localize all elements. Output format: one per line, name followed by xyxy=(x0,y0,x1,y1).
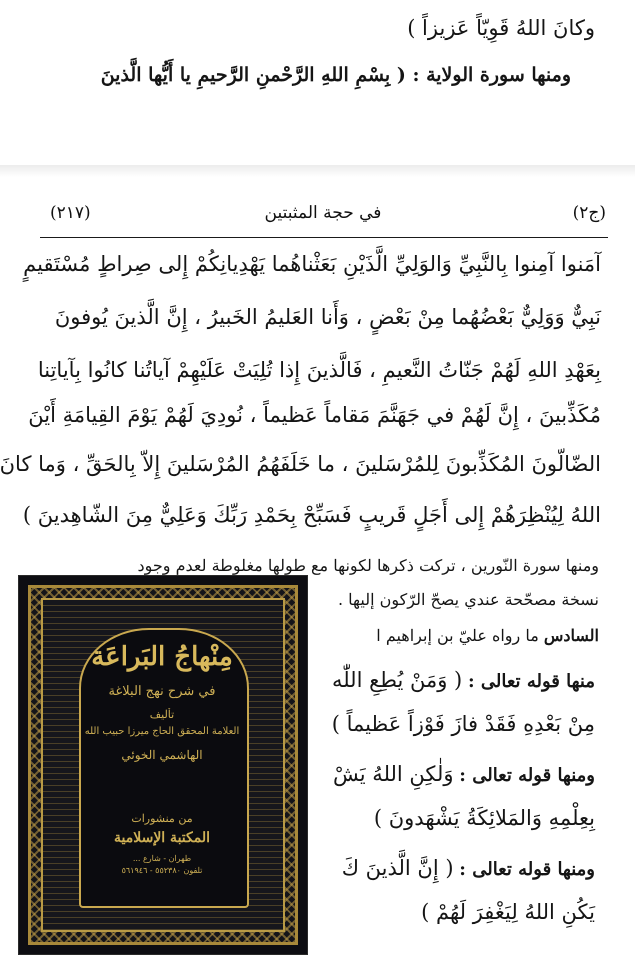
cover-publisher: المكتبة الإسلامية xyxy=(114,830,210,846)
quote-2-label: ومنها قوله تعالى : xyxy=(459,765,595,786)
verse-line-1: آمَنوا آمِنوا بِالنَّبِيِّ وَالوَلِيِّ الَّذَيْنِ بَعَثْناهُما يَهْدِيانِكُمْ إِلى صِراطٍ مُسْتَقيمٍ xyxy=(23,252,601,276)
sixth-text: ما رواه عليّ بن إبراهيم ا xyxy=(376,626,539,645)
quote-2-text: وَلٰكِنِ اللهُ يَشْ xyxy=(333,762,454,786)
quote-1 xyxy=(332,668,595,692)
quote-3-text: ( إِنَّ الَّذينَ كَ xyxy=(341,856,454,880)
running-title: في حجة المثبتين xyxy=(264,203,382,223)
running-header xyxy=(38,203,608,229)
quote-3 xyxy=(342,856,595,880)
cover-address: طهران - شارع ... xyxy=(132,854,192,863)
cover-subtitle: في شرح نهج البلاغة xyxy=(108,684,216,699)
quote-2-continuation: بِعِلْمِهِ وَالمَلائِكَةُ يَشْهَدونَ ) xyxy=(373,806,595,830)
quote-2 xyxy=(333,762,595,786)
page-separator xyxy=(0,165,635,177)
quote-1-text: ( وَمَنْ يُطِعِ اللّٰه xyxy=(331,668,463,692)
sixth-item xyxy=(376,626,599,645)
quote-1-label: منها قوله تعالى : xyxy=(467,671,595,692)
excerpt-line-2: ومنها سورة الولاية : ( بِسْمِ اللهِ الرَّحْمنِ الرَّحيمِ يا أَيُّها الَّذينَ xyxy=(100,64,571,86)
excerpt-line-1: وكانَ اللهُ قَوِيّاً عَزيزاً ) xyxy=(407,16,595,40)
cover-author-line-1: العلامة المحقق الحاج ميرزا حبيب الله xyxy=(84,726,240,737)
verse-line-6: اللهُ لِيُنْظِرَهُمْ إِلى أَجَلٍ قَريبٍ فَسَبِّحْ بِحَمْدِ رَبِّكَ وَعَلِيٌّ مِنَ الشّاهِدينَ ) xyxy=(22,503,601,527)
sixth-label: السادس xyxy=(543,626,599,645)
verse-line-2: نَبِيٌّ وَوَلِيٌّ بَعْضُهُما مِنْ بَعْضٍ ، وَأَنا العَليمُ الخَبيرُ ، إِنَّ الَّذينَ يُوفونَ xyxy=(54,305,601,329)
header-rule xyxy=(40,237,608,238)
quote-3-continuation: يَكُنِ اللهُ لِيَغْفِرَ لَهُمْ ) xyxy=(421,900,595,924)
cover-publisher-intro: من منشورات xyxy=(131,812,193,825)
verse-line-4: مُكَذِّبينَ ، إِنَّ لَهُمْ في جَهَنَّمَ مَقاماً عَظيماً ، نُودِيَ لَهُمْ يَوْمَ القِيامَةِ أَيْنَ xyxy=(28,403,601,427)
verse-line-3: بِعَهْدِ اللهِ لَهُمْ جَنّاتُ النَّعيمِ ، فَالَّذينَ إِذا تُلِيَتْ عَلَيْهِمْ آياتُنا كانُوا بِآياتِنا xyxy=(37,358,601,382)
quote-1-continuation: مِنْ بَعْدِهِ فَقَدْ فازَ فَوْزاً عَظيماً ) xyxy=(331,712,595,736)
book-cover-image xyxy=(19,576,307,954)
cover-author-line-2: الهاشمي الخوئي xyxy=(121,748,203,762)
verse-line-5: الضّالّونَ المُكَذِّبونَ لِلمُرْسَلينَ ، ما خَلَفَهُمُ المُرْسَلينَ إِلاّ بِالحَقِّ ، وَما كانَ xyxy=(0,452,601,476)
previous-page-excerpt xyxy=(0,0,635,168)
quote-3-label: ومنها قوله تعالى : xyxy=(459,859,595,880)
cover-author-intro: تأليف xyxy=(149,708,175,721)
volume-label: (ج٢) xyxy=(572,203,606,223)
note-line-1: ومنها سورة النّورين ، تركت ذكرها لكونها مع طولها مغلوطة لعدم وجود xyxy=(137,556,599,575)
cover-title: مِنْهاجُ البَراعَة xyxy=(91,642,233,672)
note-line-2: نسخة مصحّحة عندي يصحّ الرّكون إليها . xyxy=(337,590,599,609)
cover-phone: تلفون ٥٥٢٣٨٠ - ٥٦١٩٤٦ xyxy=(121,866,203,875)
page-number: (٢١٧) xyxy=(50,203,91,223)
